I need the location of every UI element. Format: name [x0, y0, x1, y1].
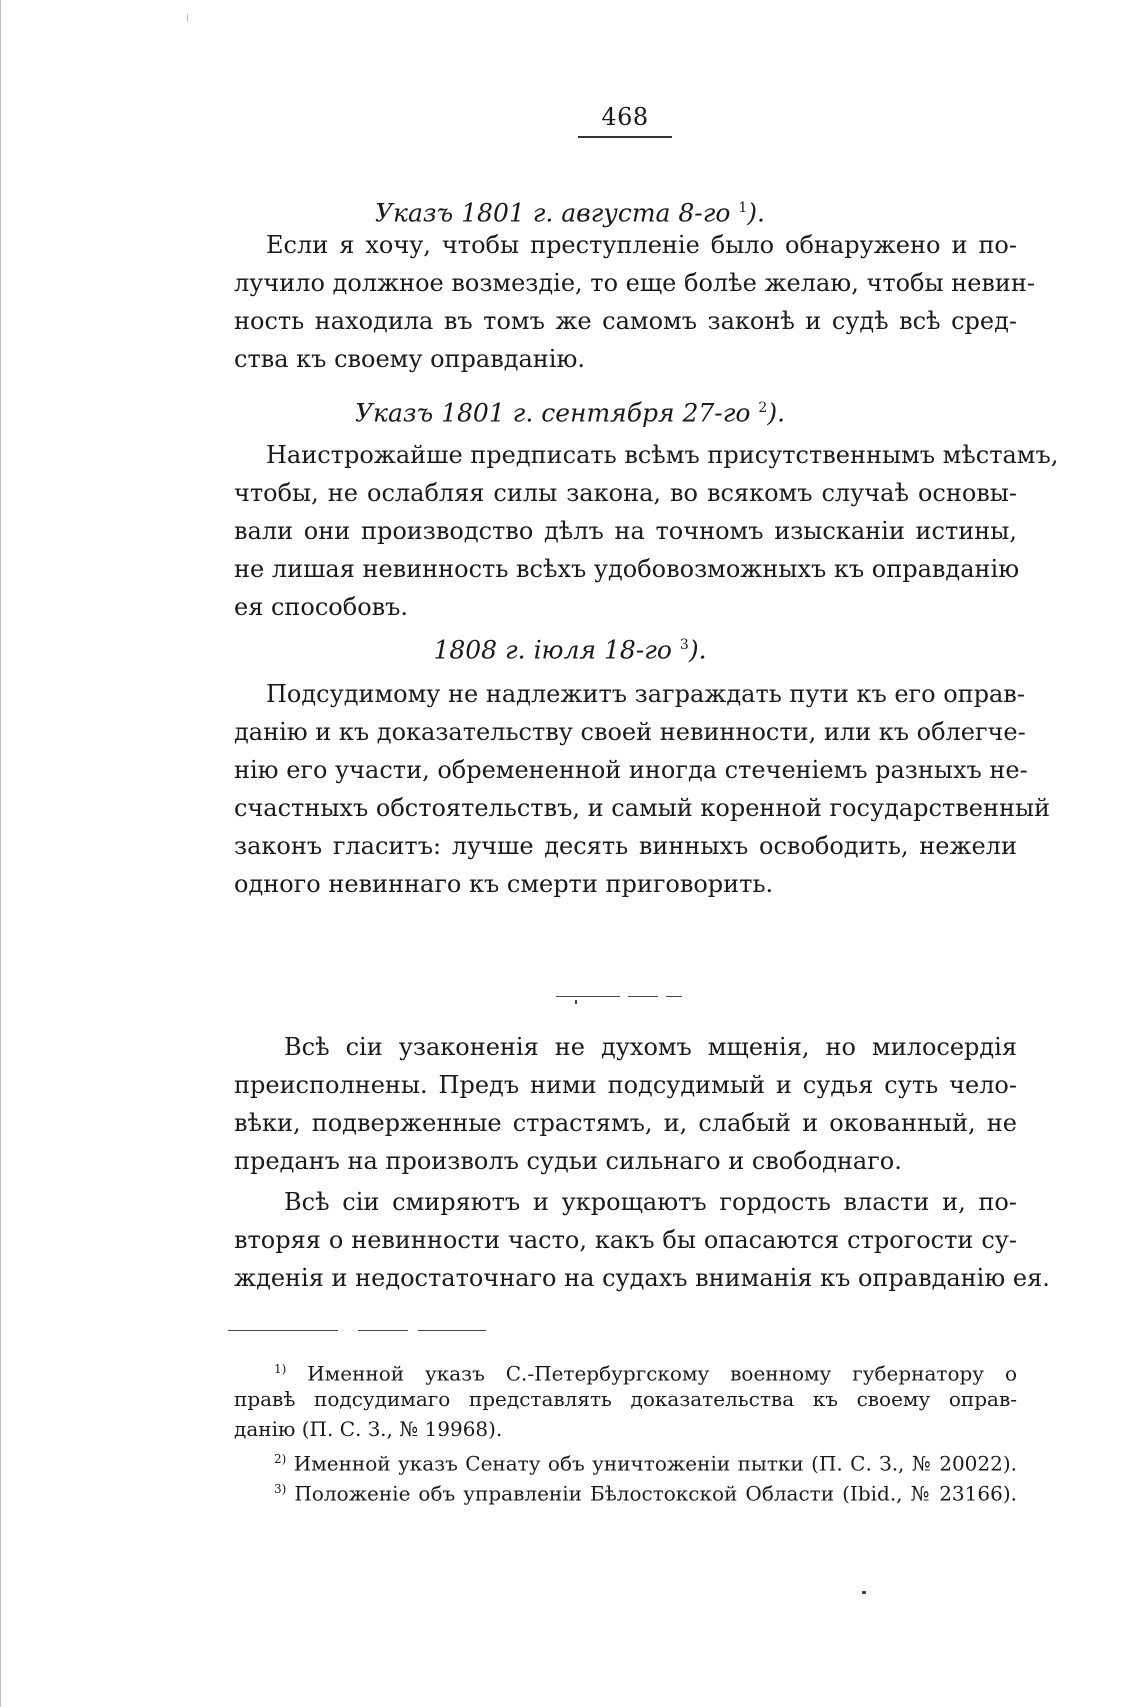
section-3-paragraph [234, 675, 1051, 903]
text-line: вали они производство дѣлъ на точномъ изысканіи истины, [234, 517, 1017, 545]
footnote-rule [228, 1330, 338, 1331]
text-line: ность находила въ томъ же самомъ законѣ и судѣ всѣ сред- [234, 307, 1017, 335]
text-line: счастныхъ обстоятельствъ, и самый коренной государственный [234, 794, 1051, 822]
text-line: данію и къ доказательству своей невинности, или къ облегче- [234, 718, 1026, 746]
scan-speck [862, 1591, 866, 1594]
text-line: ства къ своему оправданію. [234, 345, 585, 373]
text-line: Подсудимому не надлежитъ заграждать пути къ его оправ- [266, 680, 1025, 708]
page-number: 468 [601, 103, 649, 131]
text-line: Всѣ сіи смиряютъ и укрощаютъ гордость власти и, по- [284, 1188, 1017, 1216]
text-line: Наистрожайше предписать всѣмъ присутственнымъ мѣстамъ, [266, 441, 1059, 469]
footnote-2-text: Именной указъ Сенату объ уничтоженіи пытки (П. С. З., № 20022). [293, 1451, 1017, 1476]
section-1-heading: Указъ 1801 г. августа 8-го $^1$). [374, 198, 765, 228]
section-1-footnote-ref: 1 [738, 200, 748, 216]
footnote-3-marker: 3) [274, 1482, 287, 1496]
footnote-1-marker: 1) [274, 1362, 287, 1376]
section-3-heading: 1808 г. іюля 18-го $^3$). [433, 635, 707, 665]
text-line: Если я хочу, чтобы преступленіе было обнаружено и по- [266, 231, 1017, 259]
text-line: Всѣ сіи узаконенія не духомъ мщенія, но милосердія [284, 1033, 1017, 1061]
scan-mark [187, 14, 188, 22]
text-line: не лишая невинность всѣхъ удобовозможныхъ къ оправданію [234, 555, 1020, 583]
footnote-3-line [234, 1474, 1017, 1504]
footnote-1-text: Именной указъ С.-Петербургскому военному губернатору о [307, 1361, 1018, 1386]
footnote-1-line: данію (П. С. З., № 19968). [234, 1417, 503, 1441]
text-line: нію его участи, обремененной иногда стеченіемъ разныхъ не- [234, 756, 1028, 784]
text-line: вторяя о невинности часто, какъ бы опасаются строгости су- [234, 1226, 1017, 1254]
text-line: законъ гласитъ: лучше десять винныхъ освободить, нежели [234, 832, 1017, 860]
closing-paragraph-1 [234, 1028, 1017, 1180]
divider-dot [575, 1000, 577, 1004]
section-1-paragraph [234, 226, 1036, 378]
page-number-rule [578, 136, 672, 138]
section-2-heading: Указъ 1801 г. сентября 27-го $^2$). [354, 398, 786, 428]
section-2-paragraph [234, 436, 1059, 626]
footnote-1-line: правѣ подсудимаго представлять доказательства къ своему оправ- [234, 1387, 1017, 1411]
footnote-2-line [234, 1444, 1017, 1474]
text-line: вѣки, подверженные страстямъ, и, слабый и окованный, не [234, 1109, 1017, 1137]
section-2-footnote-ref: 2 [758, 400, 768, 416]
footnote-rule [418, 1330, 486, 1331]
footnotes [234, 1354, 1017, 1504]
section-1-heading-text: Указъ 1801 г. августа 8-го [374, 198, 731, 228]
text-line: чтобы, не ослабляя силы закона, во всякомъ случаѣ основы- [234, 479, 1017, 507]
section-divider [628, 996, 658, 997]
footnote-1-line [234, 1354, 1017, 1384]
text-line: преисполнены. Предъ ними подсудимый и судья суть чело- [234, 1071, 1017, 1099]
section-3-footnote-ref: 3 [679, 637, 689, 653]
footnote-rule [358, 1330, 408, 1331]
section-2-heading-text: Указъ 1801 г. сентября 27-го [354, 398, 751, 428]
closing-paragraph-2 [234, 1183, 1050, 1297]
section-divider [666, 996, 682, 997]
text-line: жденія и недостаточнаго на судахъ вниманія къ оправданію ея. [234, 1264, 1050, 1292]
text-line: ея способовъ. [234, 593, 409, 621]
footnote-2-marker: 2) [274, 1452, 287, 1466]
footnote-3-text: Положеніе объ управленіи Бѣлостокской Области (Ibid., № 23166). [294, 1481, 1017, 1506]
scan-edge-line [0, 0, 1, 1707]
text-line: преданъ на произволъ судьи сильнаго и свободнаго. [234, 1147, 902, 1175]
text-line: одного невиннаго къ смерти приговорить. [234, 870, 774, 898]
section-3-heading-text: 1808 г. іюля 18-го [433, 635, 672, 665]
text-line: лучило должное возмездіе, то еще болѣе желаю, чтобы невин- [234, 269, 1036, 297]
section-divider [556, 996, 620, 997]
